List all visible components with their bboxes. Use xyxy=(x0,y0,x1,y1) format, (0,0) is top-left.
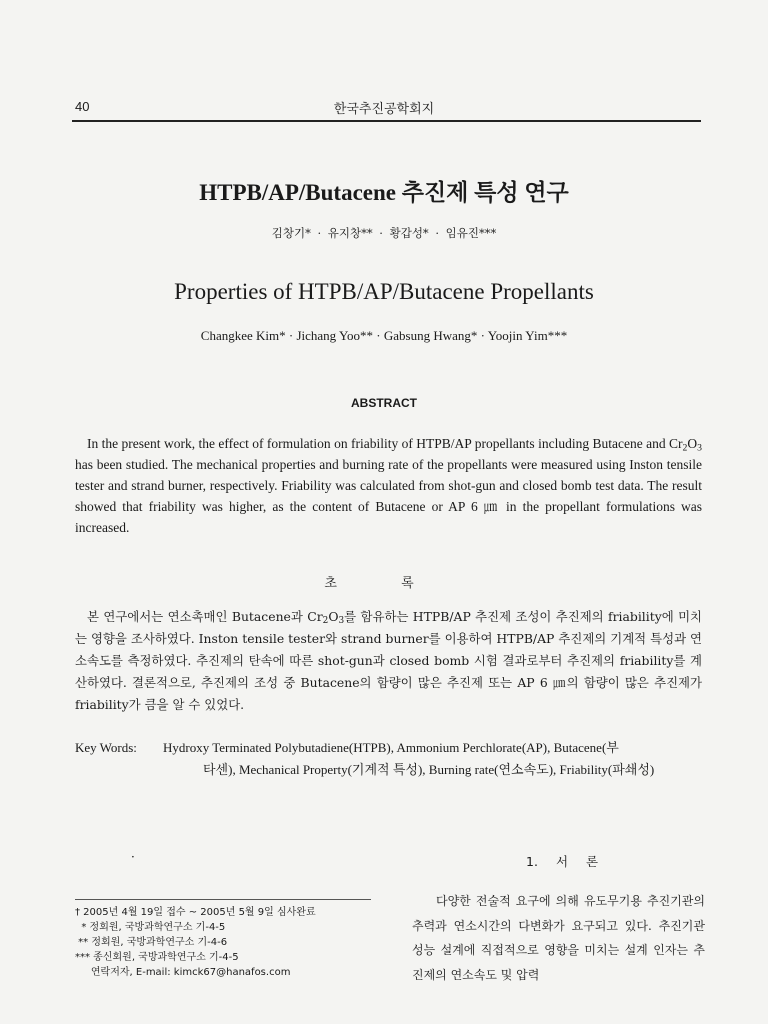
keywords xyxy=(75,737,715,781)
abstract-heading: ABSTRACT xyxy=(351,396,417,410)
abstract-text-3: has been studied. The mechanical properties and burning rate of the propellants were measured using Inston tensile tester and strand burner, respectively. Friability was calculated from shot-gun and closed bomb test data. The result showed that friability was higher, as the content of Butacene or AP 6 ㎛ in the propellant formulations was increased. xyxy=(75,457,702,535)
english-title: Properties of HTPB/AP/Butacene Propellants xyxy=(174,279,594,304)
abstract-body xyxy=(75,433,702,538)
chorok-sub-2: 3 xyxy=(338,616,345,627)
abstract-sub-1: 2 xyxy=(682,442,688,454)
journal-title: 한국추진공학회지 xyxy=(333,102,435,117)
keywords-line-2: 타센), Mechanical Property(기계적 특성), Burning rate(연소속도), Friability(파쇄성) xyxy=(203,762,655,777)
footnote-line: * 정회원, 국방과학연구소 기-4-5 xyxy=(75,922,226,933)
section-number: 1. xyxy=(526,854,538,869)
footnote-rule xyxy=(75,899,371,900)
introduction-text: 다양한 전술적 요구에 의해 유도무기용 추진기관의 추력과 연소시간의 다변화가 요구되고 있다. 추진기관 성능 설계에 직접적으로 영향을 미치는 설계 인자는 추진제의 연소속도 및 압력 xyxy=(412,894,705,982)
chorok-heading: 초 록 xyxy=(324,576,444,591)
korean-authors: 김창기* · 유지창** · 황갑성* · 임유진*** xyxy=(271,226,497,240)
section-title-a: 서 xyxy=(555,854,569,869)
chorok-text-3: 를 함유하는 HTPB/AP 추진제 조성이 추진제의 friability에 미치는 영향을 조사하였다. Inston tensile tester와 strand burner를 이용하여 HTPB/AP 추진제의 기계적 특성과 연소속도를 측정하였다. 추진제의 탄속에 따른 shot-gun과 closed bomb 시험 결과로부터 추진제의 friability를 계산하였다. 결론적으로, 추진제의 조성 중 Butacene의 함량이 많은 추진제 또는 AP 6 ㎛의 함량이 많은 추진제가 friability가 큼을 알 수 있었다. xyxy=(75,609,703,712)
keywords-line-1: Hydroxy Terminated Polybutadiene(HTPB), Ammonium Perchlorate(AP), Butacene(부 xyxy=(163,740,619,755)
page-number: 40 xyxy=(75,99,90,114)
chorok-sub-1: 2 xyxy=(322,616,329,627)
margin-dot: · xyxy=(131,850,135,864)
chorok-text-2: O xyxy=(328,609,339,624)
abstract-text-1: In the present work, the effect of formulation on friability of HTPB/AP propellants including Butacene and Cr xyxy=(87,436,683,451)
footnote-line: ** 정회원, 국방과학연구소 기-4-6 xyxy=(75,937,228,948)
keywords-label: Key Words: xyxy=(75,740,137,755)
english-authors: Changkee Kim* · Jichang Yoo** · Gabsung Hwang* · Yoojin Yim*** xyxy=(200,328,568,343)
section-heading xyxy=(526,852,616,870)
abstract-sub-2: 3 xyxy=(697,442,702,454)
section-title-b: 론 xyxy=(586,854,599,869)
footnotes xyxy=(75,905,375,980)
footnote-contact: 연락저자, E-mail: kimck67@hanafos.com xyxy=(75,967,291,978)
abstract-text-2: O xyxy=(687,436,698,451)
footnote-line: *** 종신회원, 국방과학연구소 기-4-5 xyxy=(75,952,239,963)
korean-title: HTPB/AP/Butacene 추진제 특성 연구 xyxy=(199,180,569,205)
chorok-text-1: 본 연구에서는 연소촉매인 Butacene과 Cr xyxy=(87,609,323,624)
header-rule xyxy=(72,120,701,122)
chorok-body xyxy=(75,606,702,716)
footnote-line: † 2005년 4월 19일 접수 ~ 2005년 5월 9일 심사완료 xyxy=(75,907,316,918)
